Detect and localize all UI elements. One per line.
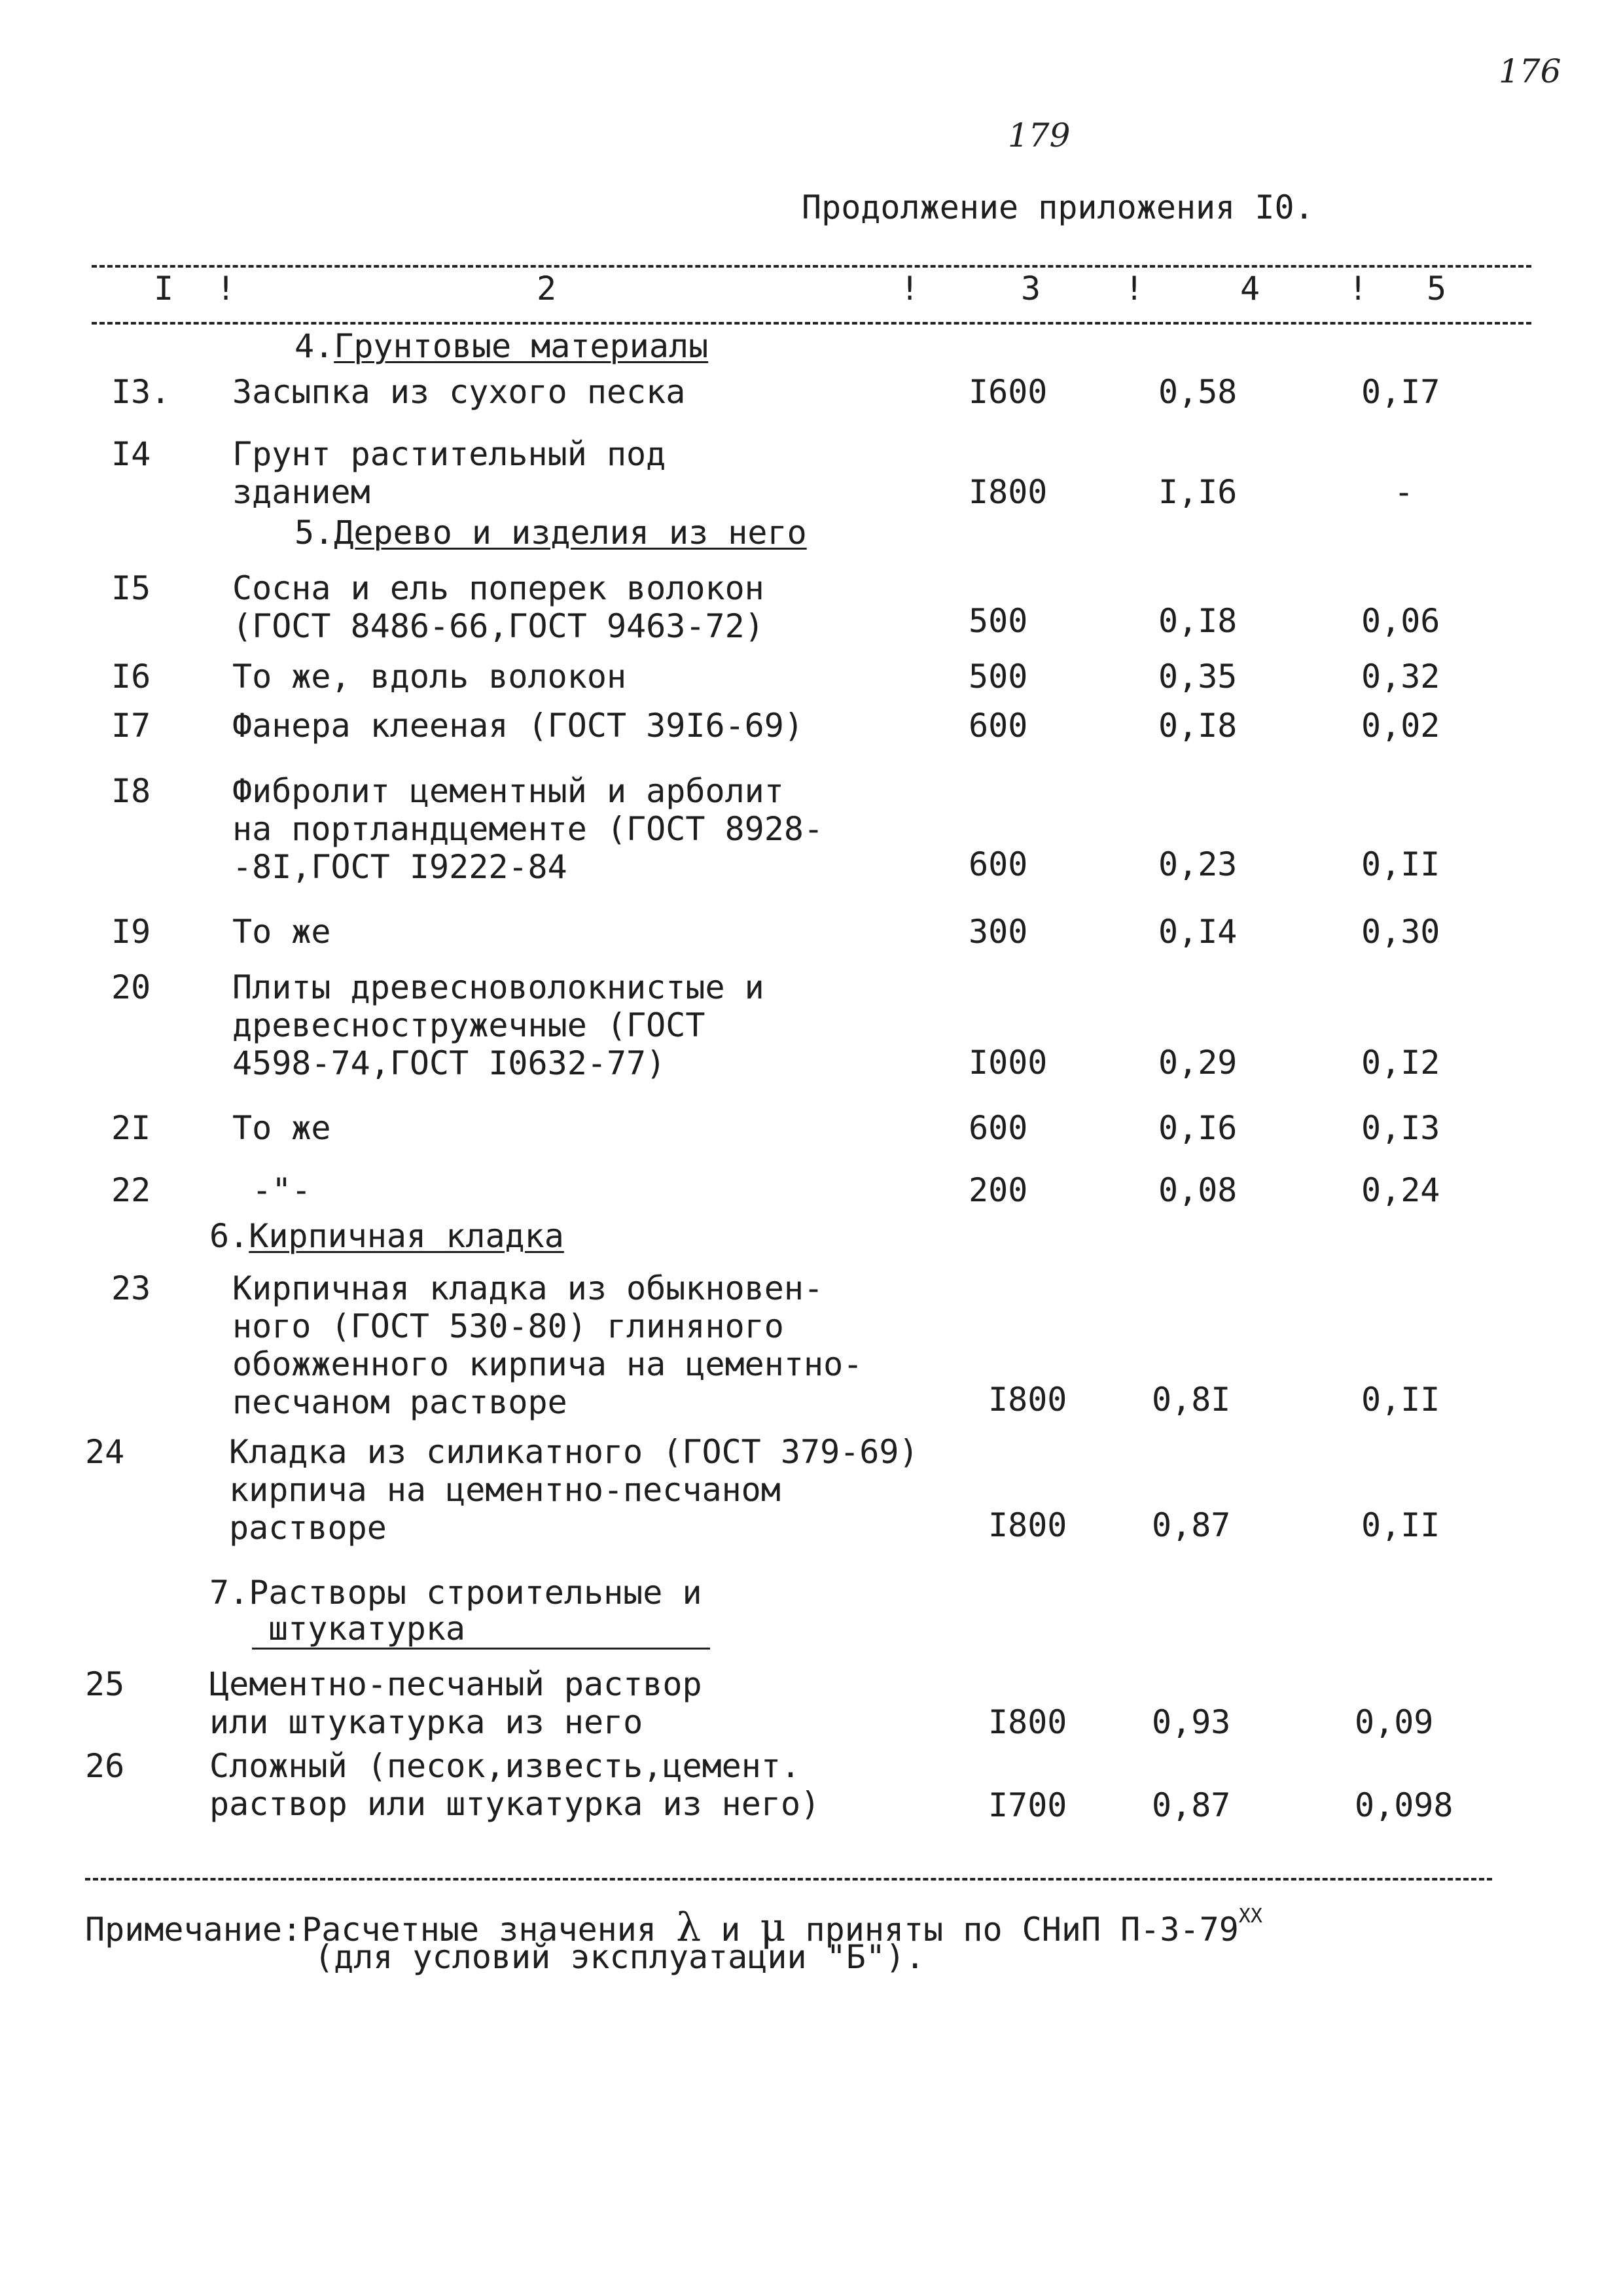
row-number: I9 [111, 913, 151, 951]
density-value: I000 [969, 1044, 1048, 1082]
material-name: -"- [232, 1171, 312, 1209]
section-title [294, 327, 708, 365]
column-header-5: 5 [1427, 270, 1447, 308]
row-number: 2I [111, 1109, 151, 1147]
row-number: 25 [85, 1665, 125, 1703]
lambda-symbol: λ [676, 1905, 702, 1951]
row-number: I4 [111, 435, 151, 473]
permeability-value: 0,I7 [1361, 373, 1440, 411]
conductivity-value: 0,87 [1152, 1786, 1231, 1824]
footnote-label: Примечание: [85, 1911, 302, 1949]
section-title-continued [268, 1610, 465, 1648]
section-name: Дерево и изделия из него [334, 514, 807, 552]
header-separator: ! [216, 270, 236, 308]
corner-page-number: 176 [1499, 52, 1561, 90]
material-name: Грунт растительный под зданием [232, 435, 666, 511]
material-name: То же [232, 913, 331, 951]
row-number: I3. [111, 373, 171, 411]
material-name: Кладка из силикатного (ГОСТ 379-69) кирпича на цементно-песчаном растворе [229, 1433, 919, 1547]
column-header-4: 4 [1240, 270, 1260, 308]
row-number: I5 [111, 569, 151, 607]
density-value: 600 [969, 707, 1028, 745]
footnote-superscript: XX [1238, 1905, 1262, 1928]
section-title [209, 1217, 564, 1255]
row-number: I6 [111, 658, 151, 696]
density-value: 500 [969, 602, 1028, 640]
section-name-line2: штукатурка [268, 1610, 466, 1648]
section-title [294, 514, 807, 552]
conductivity-value: 0,8I [1152, 1381, 1231, 1419]
handwritten-page-number: 179 [1008, 116, 1071, 154]
column-header-1: I [154, 270, 174, 308]
row-number: I8 [111, 772, 151, 810]
permeability-value: - [1394, 473, 1414, 511]
permeability-value: 0,098 [1355, 1786, 1454, 1824]
column-header-3: 3 [1021, 270, 1041, 308]
material-name: Цементно-песчаный раствор или штукатурка из него [209, 1665, 702, 1741]
footnote-line2: (для условий эксплуатации "Б"). [314, 1938, 925, 1976]
section-number: 6. [209, 1217, 249, 1255]
footnote-text: Расчетные значения [302, 1911, 677, 1949]
permeability-value: 0,32 [1361, 658, 1440, 696]
material-name: Плиты древесноволокнистые и древесностружечные (ГОСТ 4598-74,ГОСТ I0632-77) [232, 968, 764, 1082]
table-bottom-rule [85, 1878, 1492, 1881]
header-top-rule [92, 265, 1531, 268]
density-value: 200 [969, 1171, 1028, 1209]
header-separator: ! [900, 270, 920, 308]
section-title [209, 1574, 702, 1612]
conductivity-value: 0,23 [1158, 845, 1238, 883]
row-number: 20 [111, 968, 151, 1006]
conductivity-value: 0,93 [1152, 1703, 1231, 1741]
footnote-text-rest: приняты по СНиП П-3-79 [785, 1911, 1239, 1949]
permeability-value: 0,06 [1361, 602, 1440, 640]
row-number: 22 [111, 1171, 151, 1209]
conductivity-value: 0,29 [1158, 1044, 1238, 1082]
density-value: I600 [969, 373, 1048, 411]
material-name: Засыпка из сухого песка [232, 373, 686, 411]
conductivity-value: I,I6 [1158, 473, 1238, 511]
row-number: 23 [111, 1269, 151, 1307]
permeability-value: 0,I3 [1361, 1109, 1440, 1147]
row-number: 26 [85, 1747, 125, 1785]
section-number: 4. [294, 327, 334, 365]
conductivity-value: 0,58 [1158, 373, 1238, 411]
density-value: 300 [969, 913, 1028, 951]
permeability-value: 0,I2 [1361, 1044, 1440, 1082]
row-number: 24 [85, 1433, 125, 1471]
conductivity-value: 0,87 [1152, 1506, 1231, 1544]
material-name: Сложный (песок,известь,цемент. раствор или штукатурка из него) [209, 1747, 821, 1823]
material-name: Фанера клееная (ГОСТ 39I6-69) [232, 707, 804, 745]
material-name: Фибролит цементный и арболит на портландцементе (ГОСТ 8928- -8I,ГОСТ I9222-84 [232, 772, 824, 886]
material-name: То же, вдоль волокон [232, 658, 627, 696]
header-bottom-rule [92, 322, 1531, 325]
row-number: I7 [111, 707, 151, 745]
conductivity-value: 0,I8 [1158, 602, 1238, 640]
permeability-value: 0,02 [1361, 707, 1440, 745]
section-underline [252, 1648, 710, 1650]
mu-symbol: μ [760, 1905, 786, 1951]
permeability-value: 0,09 [1355, 1703, 1434, 1741]
section-name-line1: Растворы строительные и [249, 1574, 702, 1612]
density-value: 500 [969, 658, 1028, 696]
permeability-value: 0,II [1361, 1381, 1440, 1419]
header-separator: ! [1124, 270, 1145, 308]
section-name: Грунтовые материалы [334, 327, 709, 365]
page-heading: Продолжение приложения I0. [802, 188, 1314, 226]
section-number: 5. [294, 514, 334, 552]
density-value: I800 [969, 473, 1048, 511]
conductivity-value: 0,I8 [1158, 707, 1238, 745]
section-name: Кирпичная кладка [249, 1217, 564, 1255]
conductivity-value: 0,I6 [1158, 1109, 1238, 1147]
material-name: Сосна и ель поперек волокон (ГОСТ 8486-66,ГОСТ 9463-72) [232, 569, 764, 645]
material-name: Кирпичная кладка из обыкновен- ного (ГОСТ 530-80) глиняного обожженного кирпича на цементно- песчаном растворе [232, 1269, 863, 1421]
conductivity-value: 0,I4 [1158, 913, 1238, 951]
density-value: 600 [969, 845, 1028, 883]
footnote-and: и [701, 1911, 760, 1949]
permeability-value: 0,24 [1361, 1171, 1440, 1209]
conductivity-value: 0,08 [1158, 1171, 1238, 1209]
density-value: I800 [988, 1381, 1067, 1419]
column-header-2: 2 [537, 270, 557, 308]
permeability-value: 0,II [1361, 1506, 1440, 1544]
density-value: I800 [988, 1703, 1067, 1741]
density-value: 600 [969, 1109, 1028, 1147]
density-value: I700 [988, 1786, 1067, 1824]
conductivity-value: 0,35 [1158, 658, 1238, 696]
section-number: 7. [209, 1574, 249, 1612]
density-value: I800 [988, 1506, 1067, 1544]
header-separator: ! [1348, 270, 1368, 308]
material-name: То же [232, 1109, 331, 1147]
permeability-value: 0,30 [1361, 913, 1440, 951]
permeability-value: 0,II [1361, 845, 1440, 883]
